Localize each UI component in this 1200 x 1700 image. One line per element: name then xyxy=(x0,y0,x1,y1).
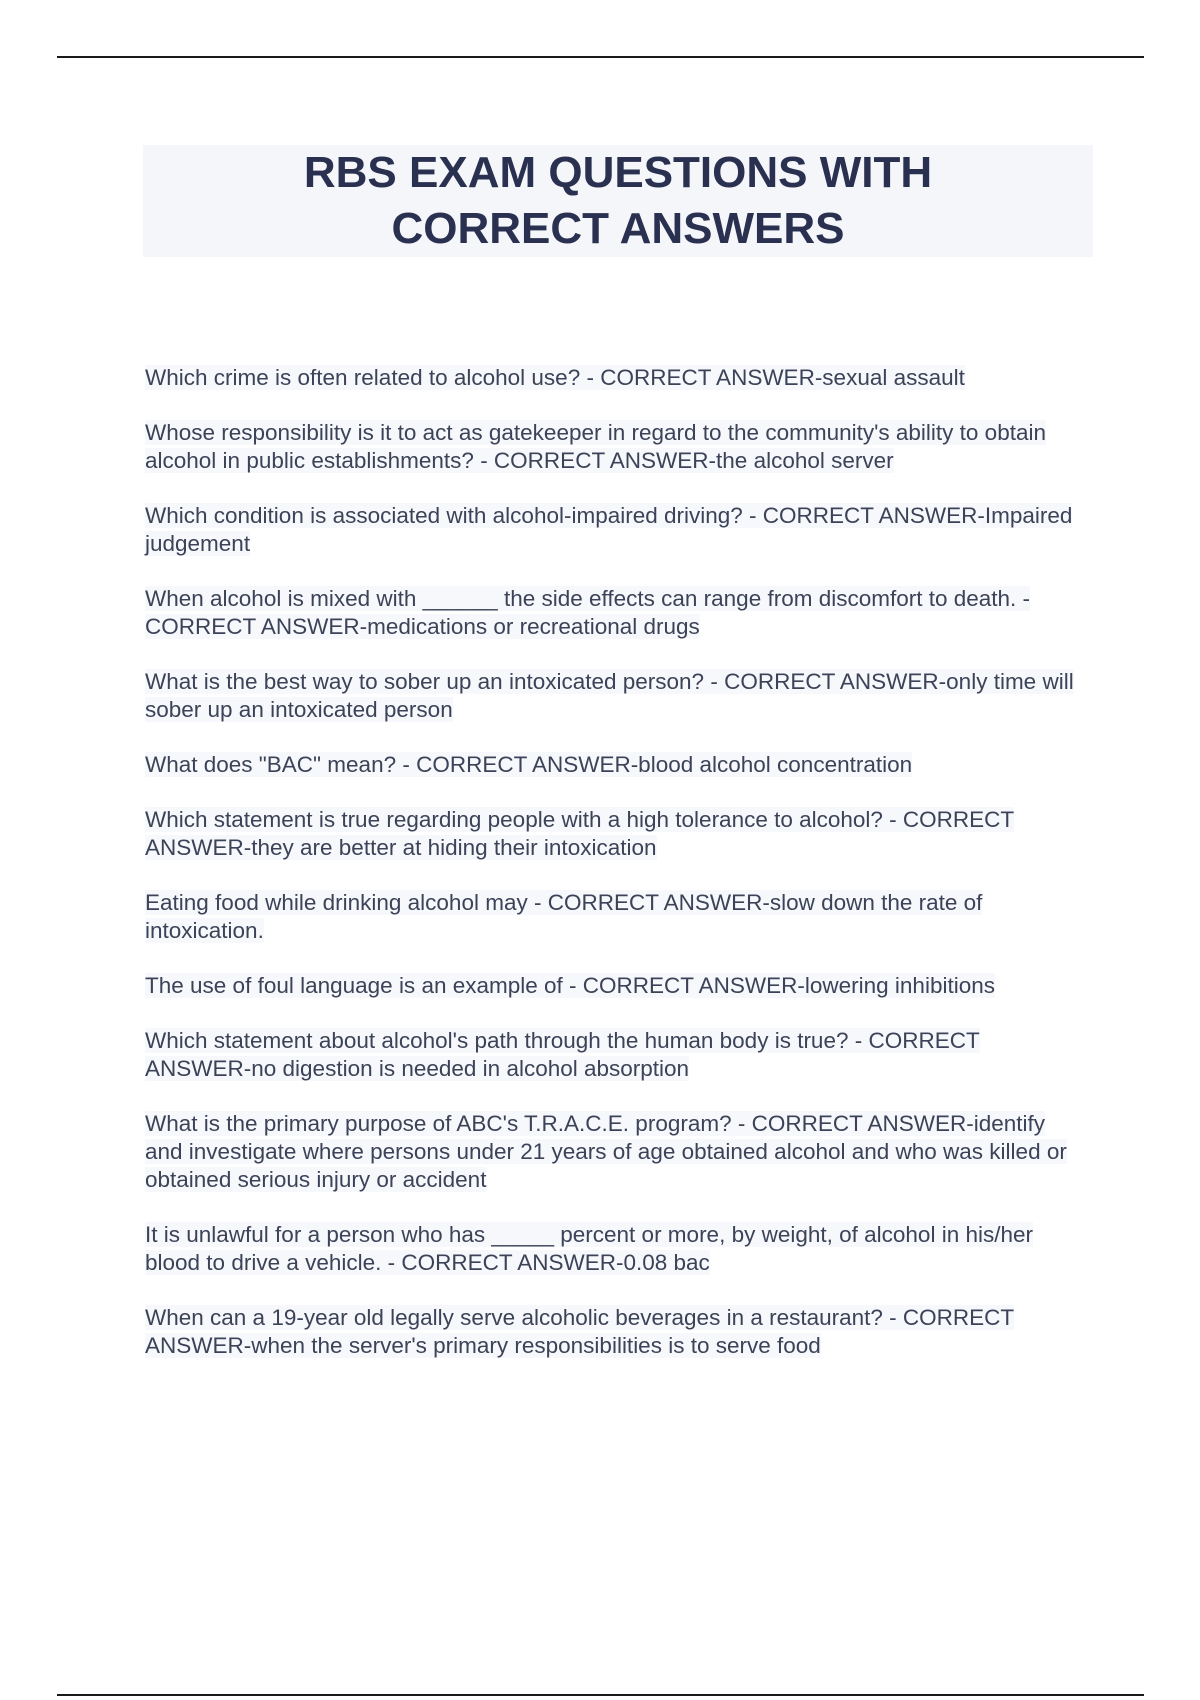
qa-text: Eating food while drinking alcohol may - CORRECT ANSWER-slow down the rate of intoxication. xyxy=(145,890,983,943)
qa-text: When can a 19-year old legally serve alcoholic beverages in a restaurant? - CORRECT ANSWER-when the server's primary responsibilities is to serve food xyxy=(145,1305,1015,1358)
qa-text: What is the best way to sober up an intoxicated person? - CORRECT ANSWER-only time will sober up an intoxicated person xyxy=(145,669,1074,722)
qa-item xyxy=(145,972,1085,1000)
title-band xyxy=(143,145,1093,257)
qa-item xyxy=(145,889,1085,945)
bottom-rule xyxy=(57,1694,1144,1696)
qa-item xyxy=(145,419,1085,475)
qa-item xyxy=(145,1221,1085,1277)
qa-item xyxy=(145,806,1085,862)
title-line-1: RBS EXAM QUESTIONS WITH xyxy=(303,148,933,197)
qa-text: When alcohol is mixed with ______ the side effects can range from discomfort to death. - CORRECT ANSWER-medications or recreational drugs xyxy=(145,586,1031,639)
qa-item xyxy=(145,585,1085,641)
qa-item xyxy=(145,751,1085,779)
qa-text: Whose responsibility is it to act as gatekeeper in regard to the community's ability to obtain alcohol in public establishments? - CORRECT ANSWER-the alcohol server xyxy=(145,420,1046,473)
qa-list xyxy=(145,364,1085,1387)
qa-item xyxy=(145,1027,1085,1083)
qa-text: Which crime is often related to alcohol use? - CORRECT ANSWER-sexual assault xyxy=(145,365,965,390)
document-title xyxy=(304,145,932,257)
qa-text: Which condition is associated with alcohol-impaired driving? - CORRECT ANSWER-Impaired judgement xyxy=(145,503,1073,556)
qa-item xyxy=(145,668,1085,724)
qa-text: What does "BAC" mean? - CORRECT ANSWER-blood alcohol concentration xyxy=(145,752,913,777)
top-rule xyxy=(57,56,1144,58)
qa-text: Which statement is true regarding people with a high tolerance to alcohol? - CORRECT ANSWER-they are better at hiding their intoxication xyxy=(145,807,1015,860)
qa-item xyxy=(145,502,1085,558)
qa-text: The use of foul language is an example of - CORRECT ANSWER-lowering inhibitions xyxy=(145,973,995,998)
qa-text: What is the primary purpose of ABC's T.R.A.C.E. program? - CORRECT ANSWER-identify and investigate where persons under 21 years of age obtained alcohol and who was killed or obtained serious injury or accident xyxy=(145,1111,1067,1192)
qa-item xyxy=(145,1304,1085,1360)
qa-item xyxy=(145,364,1085,392)
title-line-2: CORRECT ANSWERS xyxy=(391,204,845,253)
qa-item xyxy=(145,1110,1085,1194)
qa-text: Which statement about alcohol's path through the human body is true? - CORRECT ANSWER-no digestion is needed in alcohol absorption xyxy=(145,1028,980,1081)
qa-text: It is unlawful for a person who has _____ percent or more, by weight, of alcohol in his/her blood to drive a vehicle. - CORRECT ANSWER-0.08 bac xyxy=(145,1222,1033,1275)
